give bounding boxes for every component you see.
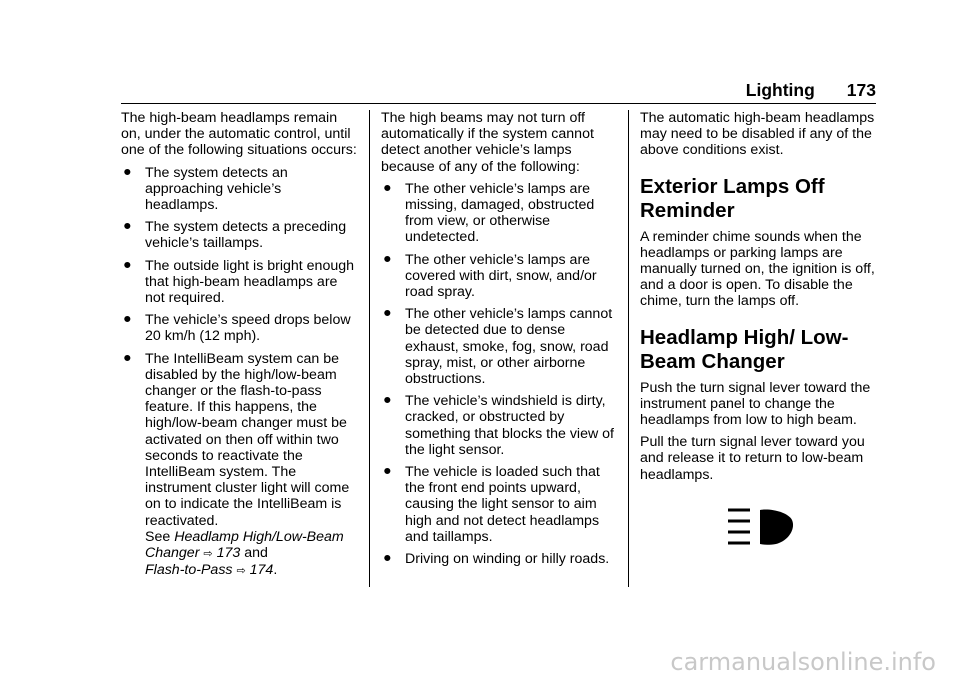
bullet-icon: ● <box>123 256 132 273</box>
bullet-icon: ● <box>123 163 132 180</box>
condition-list <box>381 181 617 567</box>
high-beam-indicator-icon <box>726 507 796 547</box>
bullet-icon: ● <box>123 311 132 328</box>
bullet-icon: ● <box>383 463 392 480</box>
bullet-icon: ● <box>123 218 132 235</box>
list-item: ● The system detects a preceding vehicle’s taillamps. <box>123 218 347 252</box>
bullet-icon: ● <box>383 392 392 409</box>
list-item: ● The vehicle is loaded such that the front end points upward, causing the light sensor to aim high and not detect headlamps and taillamps. <box>383 463 600 545</box>
list-item: ● The vehicle’s speed drops below 20 km/h (12 mph). <box>123 311 351 345</box>
list-item: ● Driving on winding or hilly roads. <box>383 550 610 568</box>
intro-paragraph: The high beams may not turn off automatically if the system cannot detect another vehicle’s lamps because of any of the following: <box>381 110 594 175</box>
watermark: carmanualsonline.info <box>670 648 936 676</box>
bullet-icon: ● <box>383 250 392 267</box>
arrow-icon: ⇨ <box>203 548 213 561</box>
list-item: ● The other vehicle’s lamps are covered with dirt, snow, and/or road spray. <box>383 250 597 301</box>
body-paragraph: Pull the turn signal lever toward you and release it to return to low-beam headlamps. <box>640 434 865 483</box>
column-divider <box>628 110 629 587</box>
bullet-icon: ● <box>123 349 132 366</box>
column-3 <box>640 110 876 489</box>
section-title: Lighting <box>745 80 815 100</box>
cross-reference-link[interactable]: Flash-to-Pass ⇨ 174 <box>145 562 274 579</box>
section-heading: Exterior Lamps Off Reminder <box>640 174 825 222</box>
list-item: ● The other vehicle’s lamps cannot be detected due to dense exhaust, smoke, fog, snow, road spray, mist, or other airborne obstructions. <box>383 305 613 388</box>
intro-paragraph: The automatic high-beam headlamps may need to be disabled if any of the above conditions exist. <box>640 110 875 159</box>
list-item: ● The system detects an approaching vehicle’s headlamps. <box>123 163 288 214</box>
body-paragraph: A reminder chime sounds when the headlamps or parking lamps are manually turned on, the ignition is off, and a door is open. To disable the chime, turn the lamps off. <box>640 228 875 310</box>
section-heading: Headlamp High/ Low-Beam Changer <box>640 325 849 373</box>
column-1 <box>121 110 357 585</box>
condition-list <box>121 165 357 580</box>
bullet-icon: ● <box>383 550 392 567</box>
page-number: 173 <box>846 80 876 100</box>
arrow-icon: ⇨ <box>236 565 246 578</box>
header-rule <box>121 103 876 104</box>
bullet-icon: ● <box>383 179 392 196</box>
see-text: See <box>145 528 171 545</box>
cross-reference-link[interactable]: Headlamp High/Low-Beam Changer ⇨ 173 <box>145 528 344 562</box>
body-paragraph: Push the turn signal lever toward the instrument panel to change the headlamps from low to high beam. <box>640 379 871 429</box>
list-item: ● The vehicle’s windshield is dirty, cracked, or obstructed by something that blocks the view of the light sensor. <box>383 392 614 458</box>
intro-paragraph: The high-beam headlamps remain on, under the automatic control, until one of the following situations occurs: <box>121 110 357 159</box>
and-text: and <box>244 545 268 562</box>
column-2 <box>381 110 617 573</box>
list-item: ● The other vehicle’s lamps are missing, damaged, obstructed from view, or otherwise undetected. <box>383 179 595 246</box>
page-header <box>640 80 876 104</box>
list-item: ● The outside light is bright enough that high-beam headlamps are not required. <box>123 256 355 307</box>
column-divider <box>369 110 370 587</box>
bullet-icon: ● <box>383 305 392 322</box>
list-item: ● The IntelliBeam system can be disabled by the high/low-beam changer or the flash-to-pass feature. If this happens, the high/low-beam changer must be activated on then off within two seconds to reactivate the IntelliBeam system. The instrument cluster light will come on to indicate the IntelliBeam is reactivated. See Headlamp High/Low-Beam Changer ⇨ 173 and Flash-to-Pass ⇨ 174. <box>123 349 350 579</box>
